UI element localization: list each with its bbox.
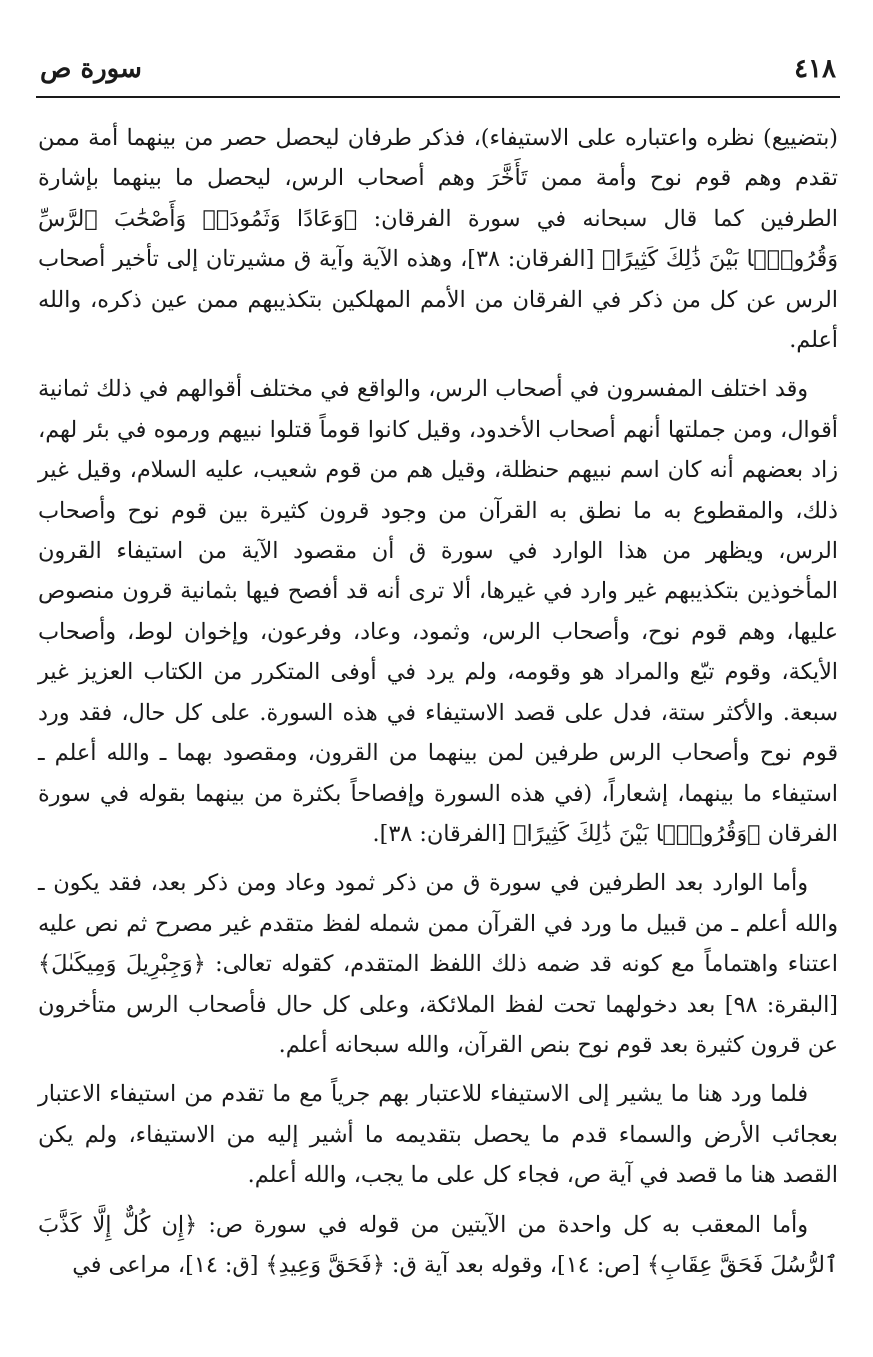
paragraph: وقد اختلف المفسرون في أصحاب الرس، والواقع في مختلف أقوالهم في ذلك ثمانية أقوال، ومن جملتها أنهم أصحاب الأخدود، وقيل كانوا قوماً قتلوا نبيهم ورموه في بئر لهم، زاد بعضهم أنه كان اسم نبيهم حنظلة، وقيل هم من قوم شعيب، عليه السلام، وقيل غير ذلك، والمقطوع به ما نطق به القرآن من وجود قرون كثيرة بين قوم نوح وأصحاب الرس، ويظهر من هذا الوارد في سورة ق أن مقصود الآية من استيفاء القرون المأخوذين بتكذيبهم غير وارد في غيرها، ألا ترى أنه قد أفصح فيها بثمانية قرون منصوص عليها، وهم قوم نوح، وأصحاب الرس، وثمود، وعاد، وفرعون، وإخوان لوط، وأصحاب الأيكة، وقوم تبّع والمراد هو وقومه، ولم يرد في أوفى المتكرر من الكتاب العزيز غير سبعة. والأكثر ستة، فدل على قصد الاستيفاء في هذه السورة. على كل حال، فقد ورد قوم نوح وأصحاب الرس طرفين لمن بينهما من القرون، ومقصود بهما ـ والله أعلم ـ استيفاء ما بينهما، إشعاراً، (في هذه السورة وإفصاحاً بكثرة من بينهما بقوله في سورة الفرقان ﴿وَقُرُونًۢا بَيْنَ ذَٰلِكَ كَثِيرًا﴾ [الفرقان: ٣٨].: [38, 376, 838, 847]
paragraph: فلما ورد هنا ما يشير إلى الاستيفاء للاعتبار بهم جرياً مع ما تقدم من استيفاء الاعتبار بعجائب الأرض والسماء قدم ما يحصل بتقديمه ما أشير إليه من الاستيفاء، ولم يكن القصد هنا ما قصد في آية ص، فجاء كل على ما يجب، والله أعلم.: [38, 1081, 838, 1189]
body-text: [38, 118, 838, 1294]
page-number: ٤١٨: [794, 54, 836, 84]
paragraph: وأما المعقب به كل واحدة من الآيتين من قوله في سورة ص: ﴿إِن كُلٌّ إِلَّا كَذَّبَ ٱلرُّسُلَ فَحَقَّ عِقَابِ﴾ [ص: ١٤]، وقوله بعد آية ق: ﴿فَحَقَّ وَعِيدِ﴾ [ق: ١٤]، مراعى في: [38, 1211, 838, 1278]
surah-title: سورة ص: [40, 54, 142, 84]
paragraph: وأما الوارد بعد الطرفين في سورة ق من ذكر ثمود وعاد ومن ذكر بعد، فقد يكون ـ والله أعلم ـ من قبيل ما ورد في القرآن ممن شمله لفظ متقدم غير مصرح ثم نص عليه اعتناء واهتماماً مع كونه قد ضمه ذلك اللفظ المتقدم، كقوله تعالى: ﴿وَجِبْرِيلَ وَمِيكَىٰلَ﴾ [البقرة: ٩٨] بعد دخولهما تحت لفظ الملائكة، وعلى كل حال فأصحاب الرس متأخرون عن قرون كثيرة بعد قوم نوح بنص القرآن، والله سبحانه أعلم.: [38, 870, 838, 1058]
page-header: [36, 40, 840, 98]
paragraph: (بتضييع) نظره واعتباره على الاستيفاء)، فذكر طرفان ليحصل حصر من بينهما أمة ممن تقدم وهم قوم نوح وأمة ممن تَأَخَّرَ وهم أصحاب الرس، ليحصل ما بينهما بإشارة الطرفين كما قال سبحانه في سورة الفرقان: ﴿وَعَادًا وَثَمُودَا۟ وَأَصْحَٰبَ ٱلرَّسِّ وَقُرُونًۢا بَيْنَ ذَٰلِكَ كَثِيرًا﴾ [الفرقان: ٣٨]، وهذه الآية وآية ق مشيرتان إلى تأخير أصحاب الرس عن كل من ذكر في الفرقان من الأمم المهلكين بتكذيبهم ممن عين ذكره، والله أعلم.: [38, 125, 838, 354]
